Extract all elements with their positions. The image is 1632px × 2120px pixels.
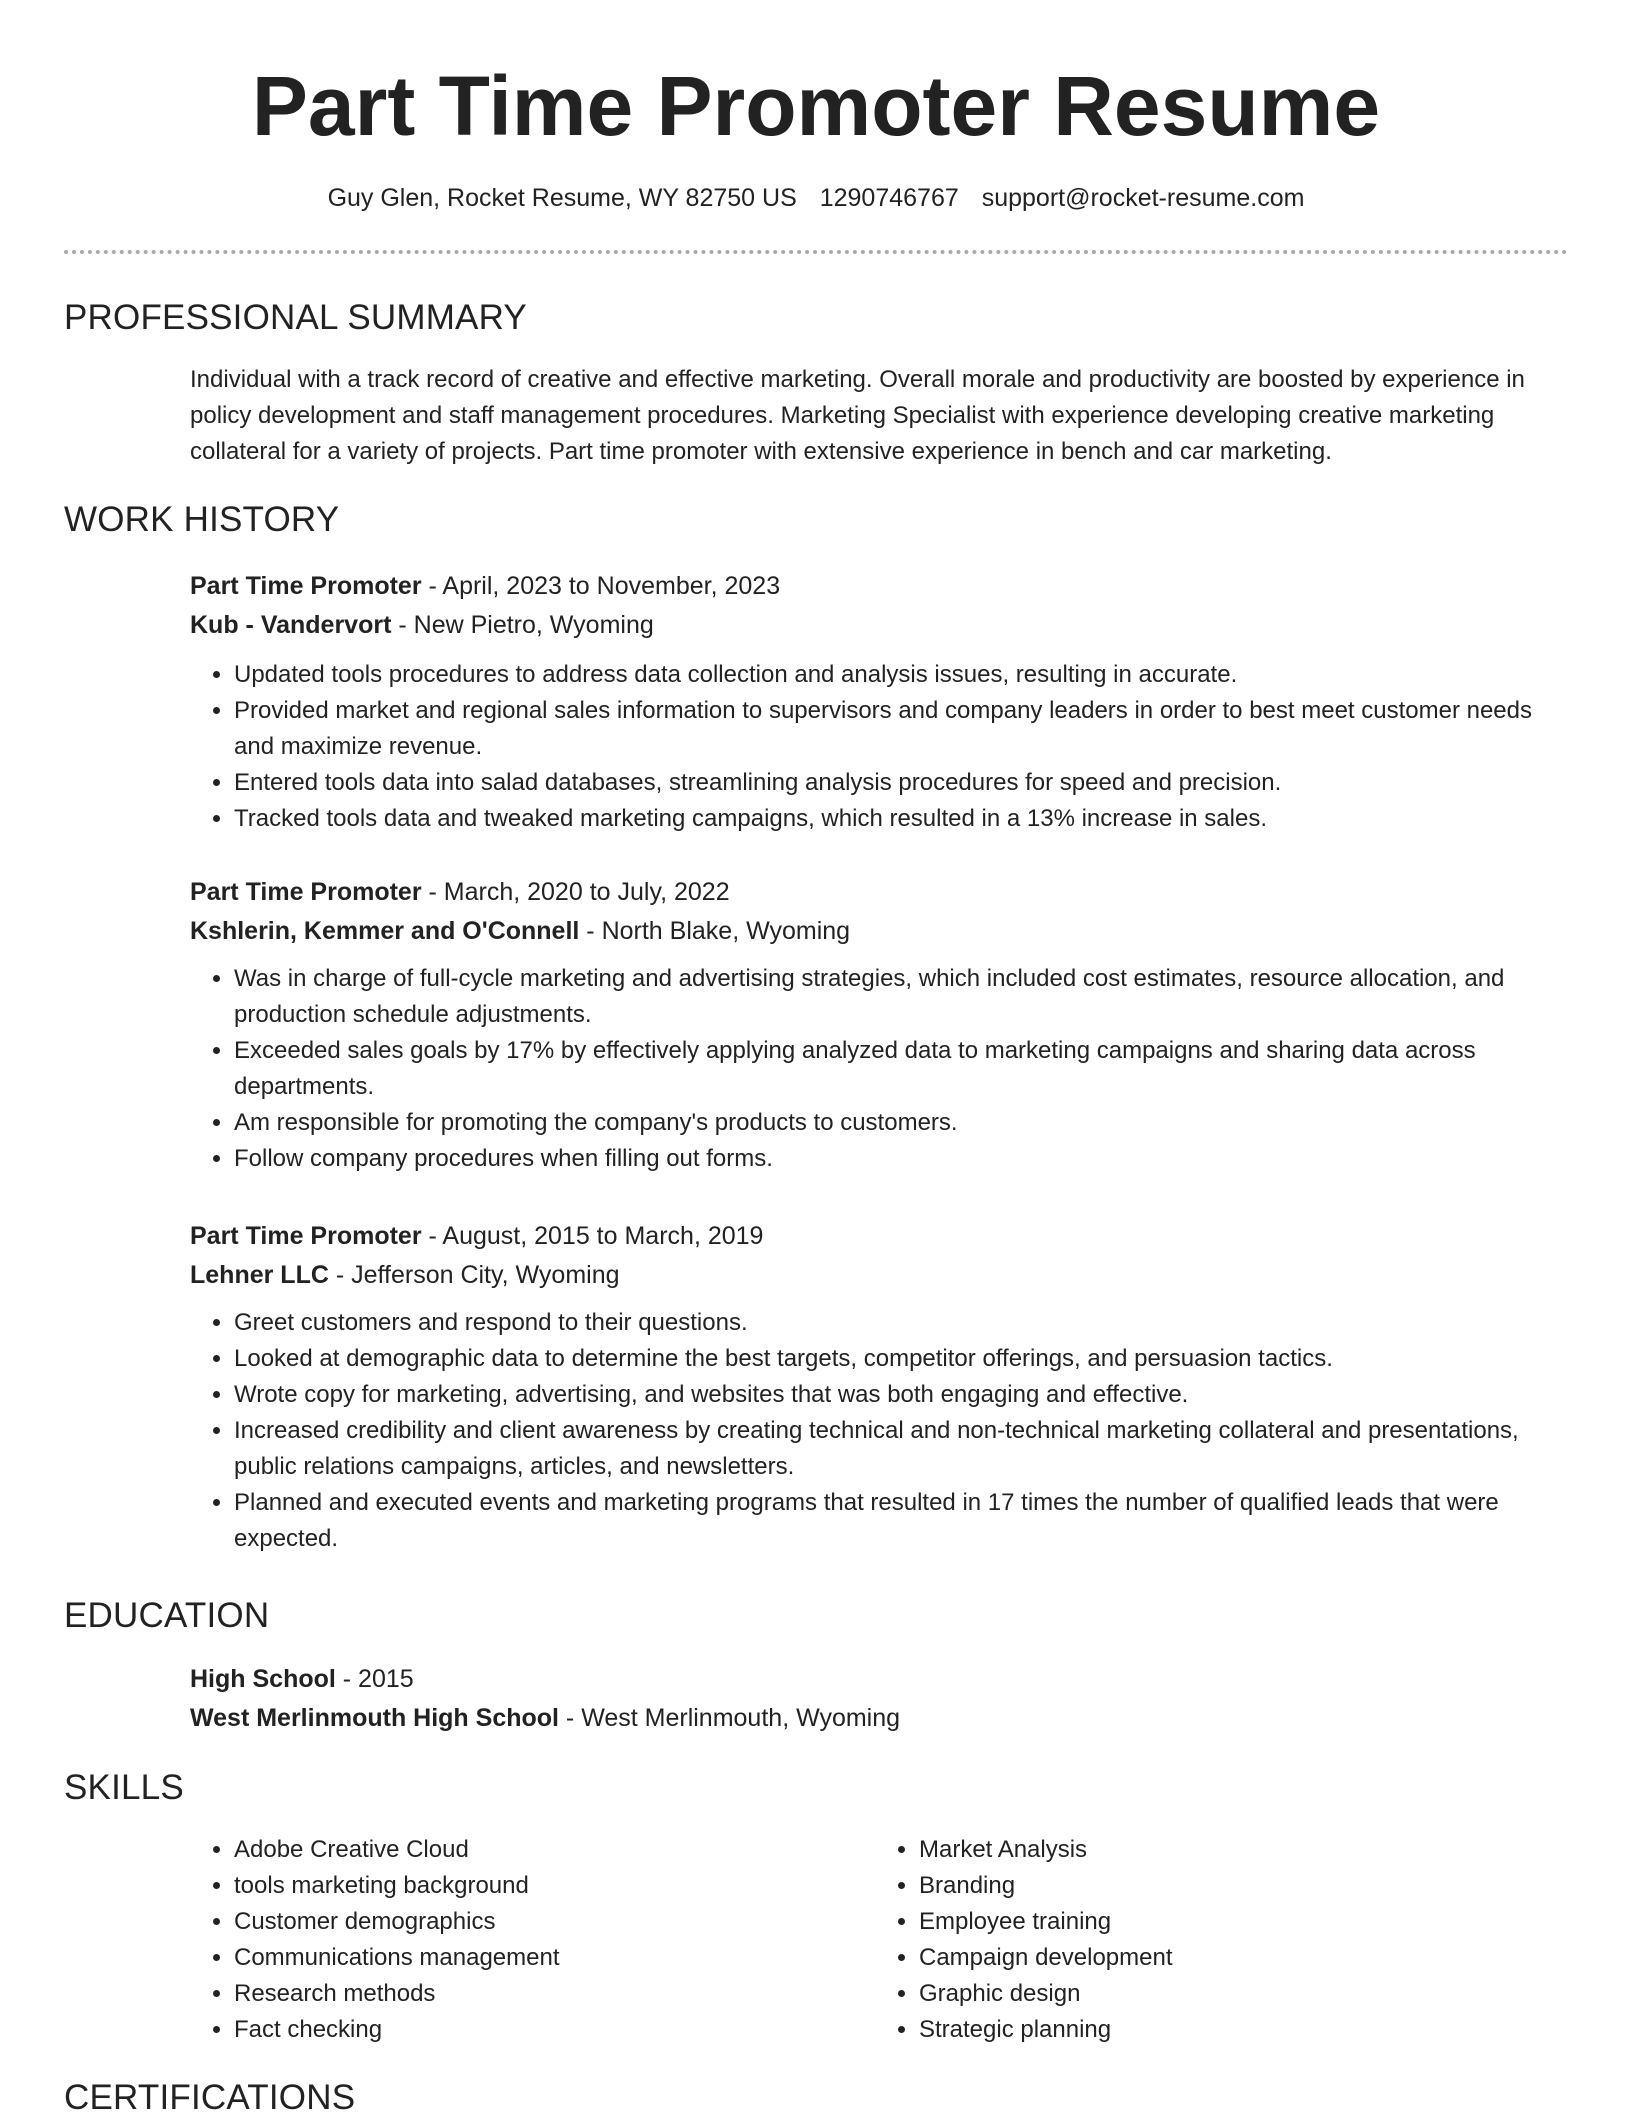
education-heading: EDUCATION — [64, 1596, 270, 1635]
job-entry — [190, 1217, 1560, 1557]
list-item: • Exceeded sales goals by 17% by effectively applying analyzed data to marketing campaigns and sharing data across departments. — [234, 1033, 1560, 1105]
summary-text: Individual with a track record of creative and effective marketing. Overall morale and productivity are boosted by experience in policy development and staff management procedures. Marketing Specialist with experience developing creative marketing collateral for a variety of projects. Part time promoter with extensive experience in bench and car marketing. — [190, 366, 1525, 465]
job-company: Kub - Vandervort — [190, 611, 392, 639]
job-dates: - March, 2020 to July, 2022 — [421, 878, 730, 906]
list-item: • Customer demographics — [234, 1904, 875, 1940]
list-item: • Looked at demographic data to determine the best targets, competitor offerings, and persuasion tactics. — [234, 1341, 1560, 1377]
job-bullets — [190, 961, 1560, 1177]
skills-list — [190, 1832, 1560, 2048]
list-item: • Tracked tools data and tweaked marketing campaigns, which resulted in a 13% increase in sales. — [234, 801, 1560, 837]
list-item: • Greet customers and respond to their questions. — [234, 1305, 1560, 1341]
education-location: - West Merlinmouth, Wyoming — [558, 1704, 901, 1732]
contact-address: Guy Glen, Rocket Resume, WY 82750 US — [327, 184, 797, 212]
job-company-line — [190, 912, 1560, 951]
list-item: • Was in charge of full-cycle marketing and advertising strategies, which included cost estimates, resource allocation, and production schedule adjustments. — [234, 961, 1560, 1033]
education-degree: High School — [190, 1665, 336, 1693]
job-location: - North Blake, Wyoming — [579, 917, 851, 945]
education-degree-line — [190, 1660, 1560, 1699]
certifications-heading: CERTIFICATIONS — [64, 2078, 356, 2117]
list-item: • Branding — [919, 1868, 1560, 1904]
list-item: • Am responsible for promoting the company's products to customers. — [234, 1105, 1560, 1141]
education-school: West Merlinmouth High School — [190, 1704, 559, 1732]
list-item: • Campaign development — [919, 1940, 1560, 1976]
skills-column-right — [875, 1832, 1560, 2048]
job-bullets — [190, 657, 1560, 837]
job-title: Part Time Promoter — [190, 1222, 422, 1250]
list-item: • Adobe Creative Cloud — [234, 1832, 875, 1868]
job-location: - Jefferson City, Wyoming — [328, 1261, 620, 1289]
list-item: • Provided market and regional sales information to supervisors and company leaders in order to best meet customer needs and maximize revenue. — [234, 693, 1560, 765]
list-item: • Graphic design — [919, 1976, 1560, 2012]
list-item: • Market Analysis — [919, 1832, 1560, 1868]
work-history-heading: WORK HISTORY — [64, 500, 340, 539]
list-item: • Wrote copy for marketing, advertising, and websites that was both engaging and effective. — [234, 1377, 1560, 1413]
job-company: Kshlerin, Kemmer and O'Connell — [190, 917, 580, 945]
skills-column-left — [190, 1832, 875, 2048]
summary-section — [190, 362, 1560, 470]
job-dates: - April, 2023 to November, 2023 — [421, 572, 781, 600]
job-title: Part Time Promoter — [190, 572, 422, 600]
job-title-line — [190, 567, 1560, 606]
list-item: • Communications management — [234, 1940, 875, 1976]
list-item: • tools marketing background — [234, 1868, 875, 1904]
job-entry — [190, 873, 1560, 1177]
summary-heading: PROFESSIONAL SUMMARY — [64, 298, 527, 337]
job-title-line — [190, 873, 1560, 912]
list-item: • Strategic planning — [919, 2012, 1560, 2048]
list-item: • Planned and executed events and marketing programs that resulted in 17 times the number of qualified leads that were expected. — [234, 1485, 1560, 1557]
skills-heading: SKILLS — [64, 1768, 184, 1807]
education-entry — [190, 1660, 1560, 1738]
list-item: • Fact checking — [234, 2012, 875, 2048]
education-year: - 2015 — [335, 1665, 414, 1693]
job-bullets — [190, 1305, 1560, 1557]
contact-phone: 1290746767 — [819, 184, 959, 212]
list-item: • Entered tools data into salad databases, streamlining analysis procedures for speed and precision. — [234, 765, 1560, 801]
list-item: • Employee training — [919, 1904, 1560, 1940]
contact-line — [0, 182, 1632, 214]
resume-title: Part Time Promoter Resume — [251, 59, 1381, 153]
job-entry — [190, 567, 1560, 837]
list-item: • Research methods — [234, 1976, 875, 2012]
education-school-line — [190, 1699, 1560, 1738]
job-location: - New Pietro, Wyoming — [391, 611, 654, 639]
job-dates: - August, 2015 to March, 2019 — [421, 1222, 764, 1250]
job-title-line — [190, 1217, 1560, 1256]
contact-email: support@rocket-resume.com — [981, 184, 1305, 212]
job-title: Part Time Promoter — [190, 878, 422, 906]
job-company-line — [190, 1256, 1560, 1295]
list-item: • Increased credibility and client awareness by creating technical and non-technical marketing collateral and presentations, public relations campaigns, articles, and newsletters. — [234, 1413, 1560, 1485]
list-item: • Updated tools procedures to address data collection and analysis issues, resulting in accurate. — [234, 657, 1560, 693]
header-divider — [64, 250, 1568, 254]
list-item: • Follow company procedures when filling out forms. — [234, 1141, 1560, 1177]
job-company-line — [190, 606, 1560, 645]
job-company: Lehner LLC — [190, 1261, 329, 1289]
